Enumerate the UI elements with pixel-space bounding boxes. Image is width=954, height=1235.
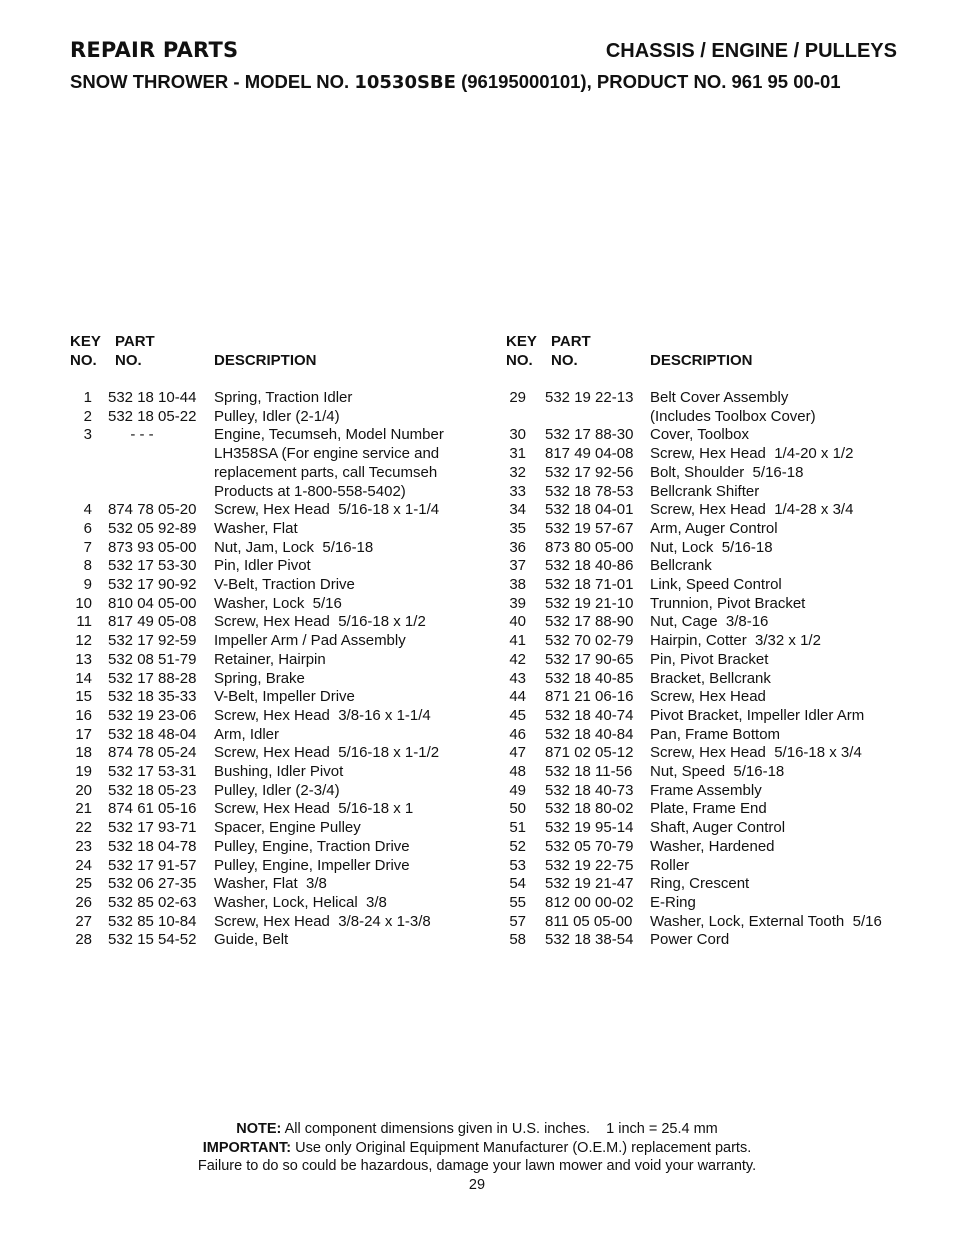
header-row bbox=[70, 38, 897, 63]
description-header: DESCRIPTION bbox=[214, 352, 317, 369]
part-number: 874 78 05-20 bbox=[108, 501, 197, 519]
table-row bbox=[70, 931, 490, 950]
part-description: Pulley, Engine, Impeller Drive bbox=[214, 856, 410, 874]
part-number: 810 04 05-00 bbox=[108, 594, 197, 612]
key-number: 53 bbox=[509, 856, 526, 874]
part-number bbox=[92, 445, 214, 464]
table-row bbox=[70, 688, 490, 707]
table-row bbox=[70, 744, 490, 763]
key-header-line2: NO. bbox=[70, 352, 97, 369]
table-row bbox=[506, 501, 906, 520]
part-number: 532 19 22-75 bbox=[545, 856, 634, 874]
part-description: Retainer, Hairpin bbox=[214, 650, 326, 668]
part-description: Washer, Lock, External Tooth 5/16 bbox=[650, 912, 882, 930]
table-row bbox=[70, 670, 490, 689]
key-header-line1: KEY bbox=[70, 333, 101, 350]
key-number: 55 bbox=[509, 893, 526, 911]
key-number: 51 bbox=[509, 819, 526, 837]
part-description: Guide, Belt bbox=[214, 931, 289, 949]
table-row bbox=[70, 838, 490, 857]
key-header-line2: NO. bbox=[506, 352, 533, 369]
part-number: 532 85 10-84 bbox=[108, 912, 197, 930]
page-number: 29 bbox=[468, 1176, 486, 1193]
part-description: Bellcrank bbox=[650, 557, 712, 575]
key-number: 21 bbox=[75, 800, 92, 818]
key-number: 33 bbox=[509, 482, 526, 500]
part-description: Pin, Pivot Bracket bbox=[650, 650, 769, 668]
table-row bbox=[70, 445, 490, 464]
part-description: Screw, Hex Head 3/8-24 x 1-3/8 bbox=[214, 912, 431, 930]
part-number bbox=[92, 464, 214, 483]
note-line bbox=[0, 1120, 954, 1139]
part-number: 812 00 00-02 bbox=[545, 893, 634, 911]
part-number: 532 18 71-01 bbox=[545, 576, 634, 594]
table-row bbox=[70, 483, 490, 502]
key-number: 24 bbox=[75, 856, 92, 874]
key-number: 42 bbox=[509, 650, 526, 668]
part-description: Pulley, Engine, Traction Drive bbox=[214, 837, 410, 855]
part-description: Pan, Frame Bottom bbox=[650, 725, 781, 743]
part-number: 817 49 04-08 bbox=[545, 445, 634, 463]
part-number: 871 21 06-16 bbox=[545, 688, 634, 706]
part-number: 871 02 05-12 bbox=[545, 744, 634, 762]
table-row bbox=[506, 557, 906, 576]
table-row bbox=[506, 838, 906, 857]
part-number: 873 93 05-00 bbox=[108, 538, 197, 556]
part-number: - - - bbox=[130, 426, 154, 444]
part-number bbox=[526, 408, 650, 427]
table-row bbox=[70, 501, 490, 520]
description-header: DESCRIPTION bbox=[650, 352, 753, 369]
part-description: Nut, Jam, Lock 5/16-18 bbox=[214, 538, 374, 556]
part-description: Impeller Arm / Pad Assembly bbox=[214, 632, 406, 650]
key-number: 23 bbox=[75, 837, 92, 855]
part-number: 532 19 21-47 bbox=[545, 875, 634, 893]
part-number: 532 18 04-01 bbox=[545, 501, 634, 519]
key-number: 44 bbox=[509, 688, 526, 706]
part-description: Screw, Hex Head 5/16-18 x 1 bbox=[214, 800, 414, 818]
key-number: 3 bbox=[83, 426, 92, 444]
part-number: 532 17 53-30 bbox=[108, 557, 197, 575]
key-number: 9 bbox=[83, 576, 92, 594]
table-row bbox=[70, 913, 490, 932]
part-header-line2: NO. bbox=[551, 352, 578, 369]
part-number: 873 80 05-00 bbox=[545, 538, 634, 556]
part-number: 817 49 05-08 bbox=[108, 613, 197, 631]
key-number: 30 bbox=[509, 426, 526, 444]
part-number: 874 61 05-16 bbox=[108, 800, 197, 818]
table-row bbox=[506, 520, 906, 539]
part-number: 532 17 91-57 bbox=[108, 856, 197, 874]
key-number: 49 bbox=[509, 781, 526, 799]
key-header-line1: KEY bbox=[506, 333, 537, 350]
part-description: Frame Assembly bbox=[650, 781, 762, 799]
part-number: 532 18 05-23 bbox=[108, 781, 197, 799]
key-number: 28 bbox=[75, 931, 92, 949]
part-description: Pulley, Idler (2-3/4) bbox=[214, 781, 340, 799]
part-description: Nut, Speed 5/16-18 bbox=[650, 763, 785, 781]
model-subtitle bbox=[70, 71, 897, 93]
part-number: 532 70 02-79 bbox=[545, 632, 634, 650]
part-description: Washer, Flat bbox=[214, 519, 298, 537]
table-header bbox=[70, 331, 490, 369]
part-description: E-Ring bbox=[650, 893, 696, 911]
part-number: 532 18 04-78 bbox=[108, 837, 197, 855]
table-row bbox=[506, 576, 906, 595]
key-number: 50 bbox=[509, 800, 526, 818]
table-row bbox=[506, 763, 906, 782]
table-row bbox=[70, 426, 490, 445]
important-line bbox=[0, 1139, 954, 1158]
table-row bbox=[70, 782, 490, 801]
warning-line: Failure to do so could be hazardous, damage your lawn mower and void your warranty. bbox=[197, 1158, 757, 1174]
table-row bbox=[70, 632, 490, 651]
table-row bbox=[506, 483, 906, 502]
table-body bbox=[70, 389, 490, 950]
category-title: CHASSIS / ENGINE / PULLEYS bbox=[605, 40, 897, 62]
part-description: LH358SA (For engine service and bbox=[214, 445, 440, 463]
part-description: Spacer, Engine Pulley bbox=[214, 819, 361, 837]
important-text: Use only Original Equipment Manufacturer (O.E.M.) replacement parts. bbox=[295, 1139, 752, 1156]
part-description: Engine, Tecumseh, Model Number bbox=[214, 426, 444, 444]
part-description: Arm, Idler bbox=[214, 725, 280, 743]
part-number: 532 17 92-59 bbox=[108, 632, 197, 650]
table-row bbox=[506, 613, 906, 632]
table-row bbox=[70, 894, 490, 913]
part-description: Bolt, Shoulder 5/16-18 bbox=[650, 463, 804, 481]
part-description: Products at 1-800-558-5402) bbox=[214, 482, 406, 500]
part-number: 532 18 40-85 bbox=[545, 669, 634, 687]
part-description: Washer, Flat 3/8 bbox=[214, 875, 327, 893]
key-number: 48 bbox=[509, 763, 526, 781]
table-row bbox=[506, 875, 906, 894]
part-description: Nut, Cage 3/8-16 bbox=[650, 613, 769, 631]
part-number: 532 19 23-06 bbox=[108, 706, 197, 724]
part-number: 532 15 54-52 bbox=[108, 931, 197, 949]
part-number: 532 18 11-56 bbox=[545, 763, 633, 781]
key-number bbox=[506, 408, 526, 427]
table-row bbox=[506, 894, 906, 913]
part-description: Washer, Lock 5/16 bbox=[214, 594, 342, 612]
part-number: 532 17 90-92 bbox=[108, 576, 197, 594]
part-description: Power Cord bbox=[650, 931, 730, 949]
part-number: 811 05 05-00 bbox=[545, 912, 633, 930]
key-number: 46 bbox=[509, 725, 526, 743]
key-number: 19 bbox=[75, 763, 92, 781]
key-number bbox=[70, 464, 92, 483]
table-row bbox=[70, 595, 490, 614]
part-description: Washer, Lock, Helical 3/8 bbox=[214, 893, 387, 911]
part-description: Screw, Hex Head bbox=[650, 688, 766, 706]
table-row bbox=[506, 782, 906, 801]
part-number: 532 17 92-56 bbox=[545, 463, 634, 481]
part-description: Bracket, Bellcrank bbox=[650, 669, 771, 687]
key-number: 29 bbox=[509, 389, 526, 406]
part-number: 532 17 93-71 bbox=[108, 819, 197, 837]
note-label: NOTE: bbox=[236, 1121, 282, 1137]
table-row bbox=[506, 651, 906, 670]
part-header bbox=[115, 332, 155, 370]
key-header bbox=[70, 332, 101, 370]
part-number: 532 19 22-13 bbox=[545, 389, 634, 406]
part-description: Nut, Lock 5/16-18 bbox=[650, 538, 773, 556]
table-row bbox=[506, 445, 906, 464]
table-row bbox=[506, 931, 906, 950]
table-row bbox=[70, 613, 490, 632]
note-text: All component dimensions given in U.S. inches. 1 inch = 25.4 mm bbox=[284, 1121, 718, 1137]
part-description: Trunnion, Pivot Bracket bbox=[650, 594, 806, 612]
table-row bbox=[506, 670, 906, 689]
parts-table-right bbox=[506, 331, 906, 950]
table-row bbox=[70, 763, 490, 782]
part-description: Cover, Toolbox bbox=[650, 426, 749, 444]
key-number: 37 bbox=[509, 557, 526, 575]
key-number: 18 bbox=[75, 744, 92, 762]
part-header-line1: PART bbox=[551, 333, 591, 350]
key-number: 17 bbox=[75, 725, 92, 743]
key-number: 7 bbox=[83, 538, 92, 556]
key-number: 54 bbox=[509, 875, 526, 893]
key-number: 39 bbox=[509, 594, 526, 612]
key-number: 41 bbox=[509, 632, 526, 650]
key-number: 34 bbox=[509, 501, 526, 519]
table-row bbox=[70, 408, 490, 427]
part-number: 532 17 88-30 bbox=[545, 426, 634, 444]
part-number: 532 18 05-22 bbox=[108, 407, 197, 425]
part-number: 532 18 40-73 bbox=[545, 781, 634, 799]
table-row bbox=[506, 408, 906, 427]
table-row bbox=[70, 819, 490, 838]
part-description: Bellcrank Shifter bbox=[650, 482, 760, 500]
part-number: 532 18 38-54 bbox=[545, 931, 634, 949]
table-row bbox=[506, 426, 906, 445]
part-description: Bushing, Idler Pivot bbox=[214, 763, 344, 781]
key-number: 32 bbox=[509, 463, 526, 481]
part-number: 532 08 51-79 bbox=[108, 650, 197, 668]
key-number: 25 bbox=[75, 875, 92, 893]
key-number: 47 bbox=[509, 744, 526, 762]
table-row bbox=[506, 595, 906, 614]
part-description: Pivot Bracket, Impeller Idler Arm bbox=[650, 706, 865, 724]
key-number: 16 bbox=[75, 706, 92, 724]
part-number: 532 18 40-84 bbox=[545, 725, 634, 743]
part-number bbox=[92, 483, 214, 502]
key-number: 52 bbox=[509, 837, 526, 855]
key-number: 31 bbox=[509, 445, 526, 463]
part-number: 532 18 40-74 bbox=[545, 706, 634, 724]
key-number: 58 bbox=[509, 931, 526, 949]
key-number: 11 bbox=[76, 613, 92, 631]
subtitle-prefix: SNOW THROWER - MODEL NO. bbox=[70, 71, 350, 92]
part-number: 532 18 78-53 bbox=[545, 482, 634, 500]
part-header-line2: NO. bbox=[115, 352, 142, 369]
key-number: 45 bbox=[509, 706, 526, 724]
part-number: 532 18 40-86 bbox=[545, 557, 634, 575]
key-number: 35 bbox=[509, 519, 526, 537]
part-number: 532 19 95-14 bbox=[545, 819, 634, 837]
key-number: 26 bbox=[75, 893, 92, 911]
key-header bbox=[506, 332, 537, 370]
key-number: 10 bbox=[75, 594, 92, 612]
table-row bbox=[70, 875, 490, 894]
table-row bbox=[70, 726, 490, 745]
table-row bbox=[70, 651, 490, 670]
part-description: Shaft, Auger Control bbox=[650, 819, 786, 837]
part-description: Screw, Hex Head 5/16-18 x 1/2 bbox=[214, 613, 426, 631]
part-header-line1: PART bbox=[115, 333, 155, 350]
part-number: 874 78 05-24 bbox=[108, 744, 197, 762]
key-number bbox=[70, 445, 92, 464]
table-row bbox=[70, 520, 490, 539]
part-description: replacement parts, call Tecumseh bbox=[214, 463, 438, 481]
key-number: 36 bbox=[509, 538, 526, 556]
part-number: 532 18 10-44 bbox=[108, 389, 197, 406]
key-number: 12 bbox=[75, 632, 92, 650]
table-row bbox=[70, 464, 490, 483]
table-row bbox=[506, 688, 906, 707]
table-row bbox=[506, 726, 906, 745]
table-row bbox=[506, 707, 906, 726]
part-description: Spring, Brake bbox=[214, 669, 305, 687]
part-description: V-Belt, Traction Drive bbox=[214, 576, 355, 594]
table-row bbox=[506, 913, 906, 932]
part-description: Screw, Hex Head 3/8-16 x 1-1/4 bbox=[214, 706, 431, 724]
important-label: IMPORTANT: bbox=[202, 1139, 292, 1156]
part-description: (Includes Toolbox Cover) bbox=[650, 407, 816, 425]
table-row bbox=[70, 539, 490, 558]
table-row bbox=[70, 857, 490, 876]
part-description: Roller bbox=[650, 856, 690, 874]
key-number: 27 bbox=[75, 912, 92, 930]
key-number: 2 bbox=[83, 407, 92, 425]
key-number: 40 bbox=[509, 613, 526, 631]
part-description: Screw, Hex Head 5/16-18 x 3/4 bbox=[650, 744, 862, 762]
key-number: 43 bbox=[509, 669, 526, 687]
table-row bbox=[506, 632, 906, 651]
key-number: 14 bbox=[75, 669, 92, 687]
part-number: 532 05 92-89 bbox=[108, 519, 197, 537]
parts-table-left bbox=[70, 331, 490, 950]
table-header bbox=[506, 331, 906, 369]
part-number: 532 85 02-63 bbox=[108, 893, 197, 911]
table-body bbox=[506, 389, 906, 950]
section-title: REPAIR PARTS bbox=[70, 38, 239, 62]
part-number: 532 19 21-10 bbox=[545, 594, 634, 612]
part-header bbox=[551, 332, 591, 370]
key-number: 6 bbox=[83, 519, 92, 537]
table-row bbox=[70, 800, 490, 819]
table-row bbox=[70, 557, 490, 576]
subtitle-suffix: (96195000101), PRODUCT NO. 961 95 00-01 bbox=[461, 71, 841, 92]
part-number: 532 06 27-35 bbox=[108, 875, 197, 893]
part-number: 532 17 88-90 bbox=[545, 613, 634, 631]
table-row bbox=[70, 707, 490, 726]
part-description: Pulley, Idler (2-1/4) bbox=[214, 407, 340, 425]
table-row bbox=[506, 857, 906, 876]
key-number: 20 bbox=[75, 781, 92, 799]
table-row bbox=[506, 539, 906, 558]
table-row bbox=[70, 576, 490, 595]
part-description: Hairpin, Cotter 3/32 x 1/2 bbox=[650, 632, 821, 650]
table-row bbox=[506, 744, 906, 763]
table-row bbox=[506, 389, 906, 408]
part-number: 532 19 57-67 bbox=[545, 519, 634, 537]
part-number: 532 18 35-33 bbox=[108, 688, 197, 706]
table-row bbox=[506, 800, 906, 819]
key-number: 8 bbox=[83, 557, 92, 575]
part-description: Washer, Hardened bbox=[650, 837, 775, 855]
part-description: Link, Speed Control bbox=[650, 576, 782, 594]
key-number: 15 bbox=[75, 688, 92, 706]
key-number: 22 bbox=[75, 819, 92, 837]
part-number: 532 17 53-31 bbox=[108, 763, 197, 781]
key-number: 57 bbox=[509, 912, 526, 930]
table-row bbox=[506, 819, 906, 838]
part-number: 532 17 90-65 bbox=[545, 650, 634, 668]
key-number bbox=[70, 483, 92, 502]
key-number: 38 bbox=[509, 576, 526, 594]
part-number: 532 18 80-02 bbox=[545, 800, 634, 818]
part-description: Arm, Auger Control bbox=[650, 519, 778, 537]
page-footer bbox=[0, 1120, 954, 1194]
part-description: Screw, Hex Head 5/16-18 x 1-1/2 bbox=[214, 744, 440, 762]
part-description: Plate, Frame End bbox=[650, 800, 767, 818]
part-description: V-Belt, Impeller Drive bbox=[214, 688, 355, 706]
part-number: 532 18 48-04 bbox=[108, 725, 197, 743]
part-description: Screw, Hex Head 5/16-18 x 1-1/4 bbox=[214, 501, 440, 519]
part-number: 532 17 88-28 bbox=[108, 669, 197, 687]
key-number: 4 bbox=[83, 501, 92, 519]
part-description: Belt Cover Assembly bbox=[650, 389, 789, 406]
table-row bbox=[506, 464, 906, 483]
part-number: 532 05 70-79 bbox=[545, 837, 634, 855]
model-number: 10530SBE bbox=[354, 72, 456, 93]
part-description: Ring, Crescent bbox=[650, 875, 750, 893]
part-description: Screw, Hex Head 1/4-20 x 1/2 bbox=[650, 445, 854, 463]
part-description: Pin, Idler Pivot bbox=[214, 557, 311, 575]
page-header bbox=[70, 38, 897, 93]
key-number: 13 bbox=[75, 650, 92, 668]
part-description: Spring, Traction Idler bbox=[214, 389, 353, 406]
part-description: Screw, Hex Head 1/4-28 x 3/4 bbox=[650, 501, 854, 519]
key-number: 1 bbox=[83, 389, 92, 406]
table-row bbox=[70, 389, 490, 408]
